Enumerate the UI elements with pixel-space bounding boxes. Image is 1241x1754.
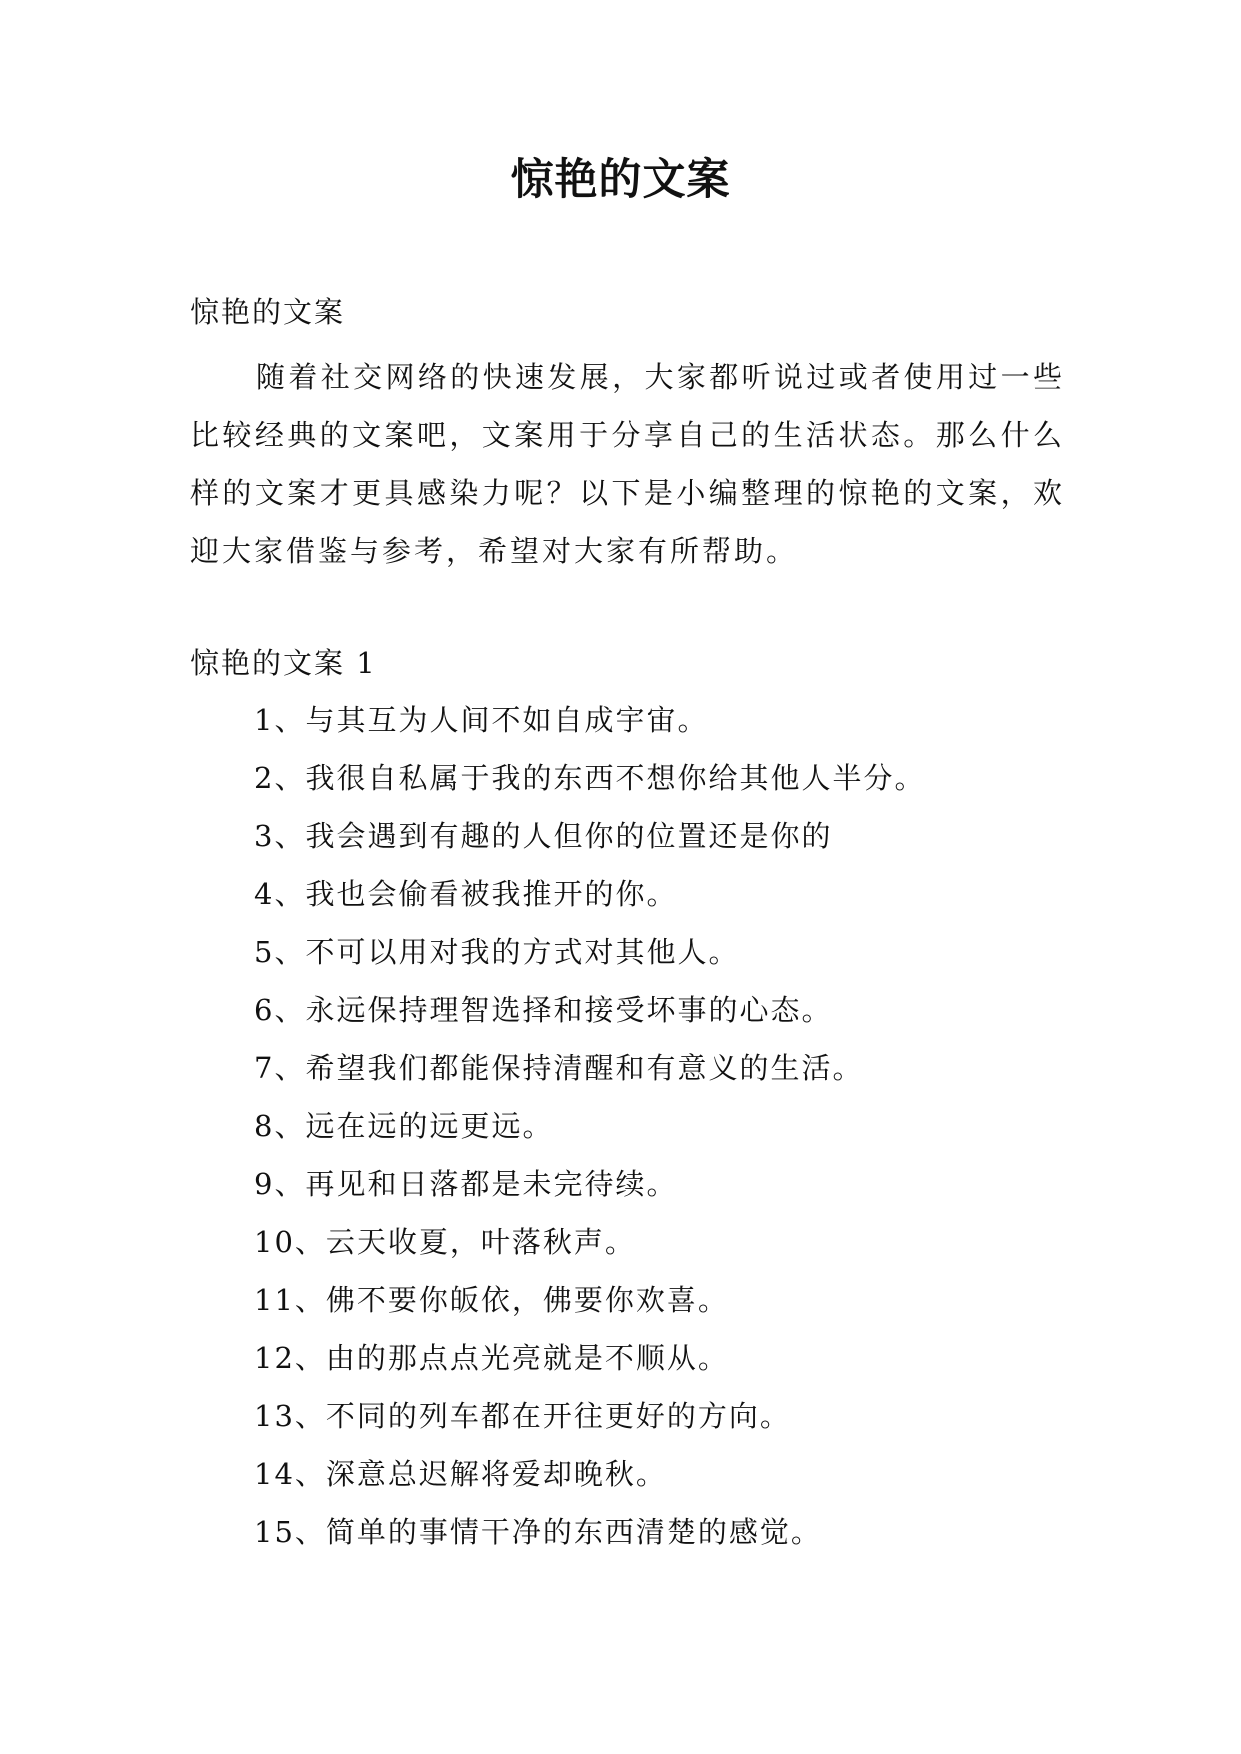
quote-item: 10、云天收夏，叶落秋声。 [254, 1225, 636, 1259]
quote-item: 14、深意总迟解将爱却晚秋。 [254, 1457, 667, 1491]
quote-item: 12、由的那点点光亮就是不顺从。 [254, 1341, 729, 1375]
quote-list [254, 700, 925, 1570]
quote-item: 13、不同的列车都在开往更好的方向。 [254, 1399, 791, 1433]
section-heading: 惊艳的文案 1 [190, 646, 377, 680]
quote-item: 8、远在远的远更远。 [254, 1109, 554, 1143]
quote-item: 1、与其互为人间不如自成宇宙。 [254, 703, 709, 737]
quote-item: 7、希望我们都能保持清醒和有意义的生活。 [254, 1051, 864, 1085]
quote-item: 15、简单的事情干净的东西清楚的感觉。 [254, 1515, 822, 1549]
quote-item: 3、我会遇到有趣的人但你的位置还是你的 [254, 819, 833, 853]
quote-item: 5、不可以用对我的方式对其他人。 [254, 935, 740, 969]
quote-item: 11、佛不要你皈依，佛要你欢喜。 [254, 1283, 729, 1317]
page-title: 惊艳的文案 [510, 155, 731, 205]
document-subtitle: 惊艳的文案 [190, 295, 346, 329]
quote-item: 6、永远保持理智选择和接受坏事的心态。 [254, 993, 833, 1027]
intro-paragraph: 随着社交网络的快速发展，大家都听说过或者使用过一些比较经典的文案吧，文案用于分享自己的生活状态。那么什么样的文案才更具感染力呢？以下是小编整理的惊艳的文案，欢迎大家借鉴与参考，希望对大家有所帮助。 [190, 360, 1065, 568]
quote-item: 9、再见和日落都是未完待续。 [254, 1167, 678, 1201]
quote-item: 2、我很自私属于我的东西不想你给其他人半分。 [254, 761, 926, 795]
quote-item: 4、我也会偷看被我推开的你。 [254, 877, 678, 911]
